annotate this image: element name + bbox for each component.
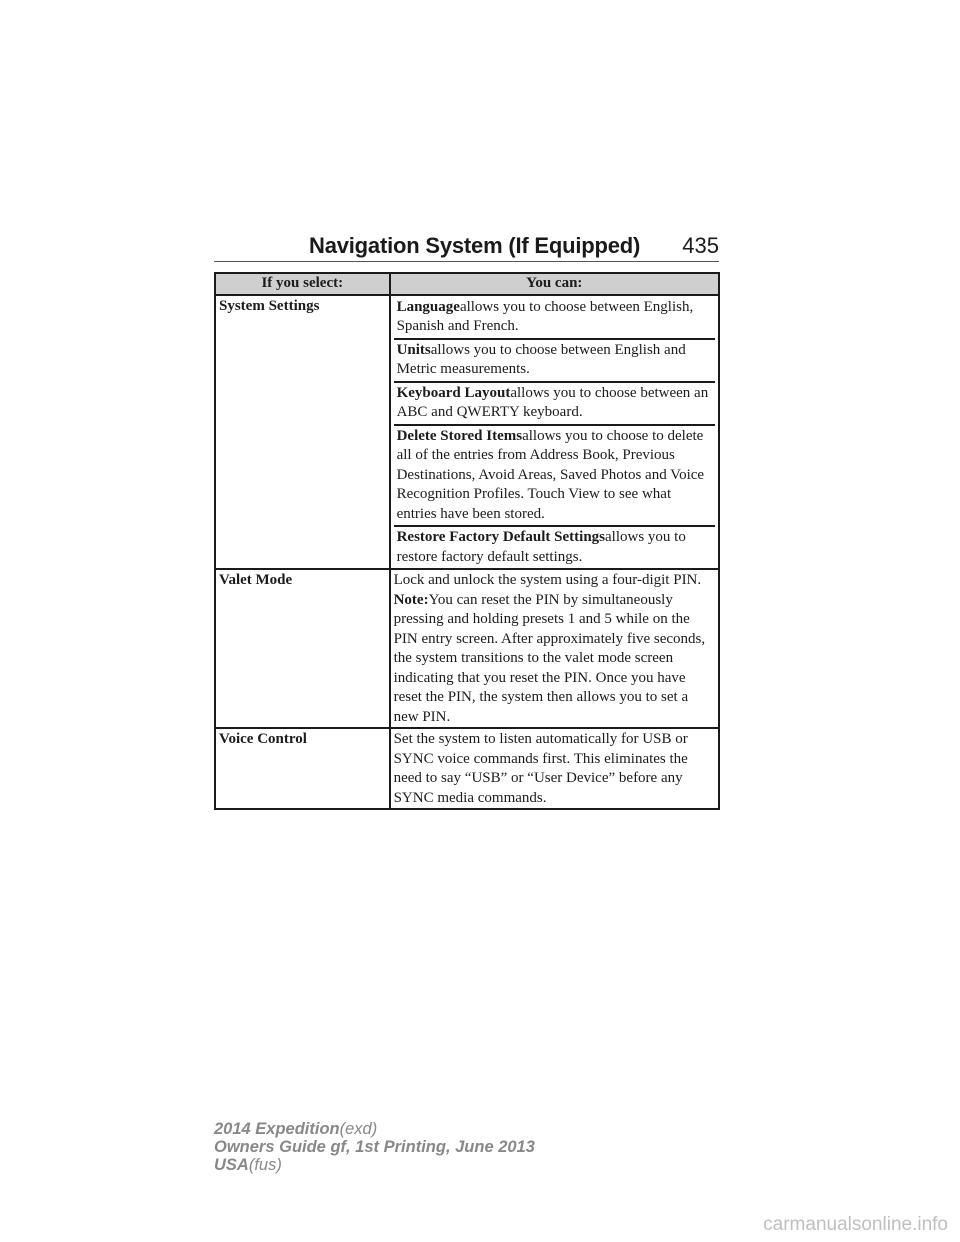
row-content-system-settings xyxy=(390,295,719,570)
entry-language xyxy=(394,297,715,338)
footer-line-1 xyxy=(214,1120,535,1138)
site-watermark: carmanualsonline.info xyxy=(763,1214,948,1235)
valet-note xyxy=(394,591,715,728)
page-header xyxy=(214,233,719,263)
footer-market-code: (fus) xyxy=(248,1156,282,1174)
footer-model-code: (exd) xyxy=(339,1120,378,1138)
entry-term: Units xyxy=(396,341,431,358)
entry-restore-defaults xyxy=(394,525,715,568)
table-row xyxy=(215,569,719,728)
entry-keyboard-layout xyxy=(394,381,715,424)
valet-description: Lock and unlock the system using a four-digit PIN. xyxy=(393,572,702,588)
section-title: Navigation System (If Equipped) xyxy=(309,233,641,258)
entry-text: allows you to choose between English, Spanish and French. xyxy=(396,298,694,334)
note-text: You can reset the PIN by simultaneously pressing and holding presets 1 and 5 while on the PIN entry screen. After approximately five seconds, the system transitions to the valet mode screen indicating that you reset the PIN. Once you have reset the PIN, the system then allows you to set a new PIN. xyxy=(393,591,706,725)
footer-model: 2014 Expedition xyxy=(214,1120,340,1138)
table-row xyxy=(215,295,719,570)
settings-table xyxy=(214,272,720,810)
footer-line-3 xyxy=(214,1156,535,1174)
entry-term: Keyboard Layout xyxy=(396,384,511,401)
header-divider xyxy=(214,261,719,262)
table-row xyxy=(215,728,719,809)
page-number: 435 xyxy=(682,233,719,258)
footer-market: USA xyxy=(214,1156,249,1174)
note-label: Note: xyxy=(393,591,429,608)
entry-term: Restore Factory Default Settings xyxy=(396,529,605,545)
entry-delete-stored-items xyxy=(394,424,715,526)
entry-text: allows you to restore factory default settings. xyxy=(396,529,686,565)
row-label-system-settings: System Settings xyxy=(215,295,390,570)
footer-line-2: Owners Guide gf, 1st Printing, June 2013 xyxy=(214,1138,535,1156)
entry-units xyxy=(394,338,715,381)
entry-term: Language xyxy=(396,298,460,315)
print-footer xyxy=(214,1120,535,1174)
entry-text: allows you to choose to delete all of the entries from Address Book, Previous Destinations, Avoid Areas, Saved Photos and Voice Recognition Profiles. Touch View to see what entries have been stored. xyxy=(396,427,705,522)
entry-text: allows you to choose between English and Metric measurements. xyxy=(396,341,686,377)
column-header-can: You can: xyxy=(390,273,719,295)
row-label-valet-mode: Valet Mode xyxy=(215,569,390,728)
column-header-select: If you select: xyxy=(215,273,390,295)
table-header-row xyxy=(215,273,719,295)
row-label-voice-control: Voice Control xyxy=(215,728,390,809)
entry-text: allows you to choose between an ABC and QWERTY keyboard. xyxy=(396,384,709,420)
entry-term: Delete Stored Items xyxy=(396,427,523,444)
row-content-valet-mode xyxy=(390,569,719,728)
row-content-voice-control: Set the system to listen automatically for USB or SYNC voice commands first. This eliminates the need to say “USB” or “User Device” before any SYNC media commands. xyxy=(390,728,719,809)
